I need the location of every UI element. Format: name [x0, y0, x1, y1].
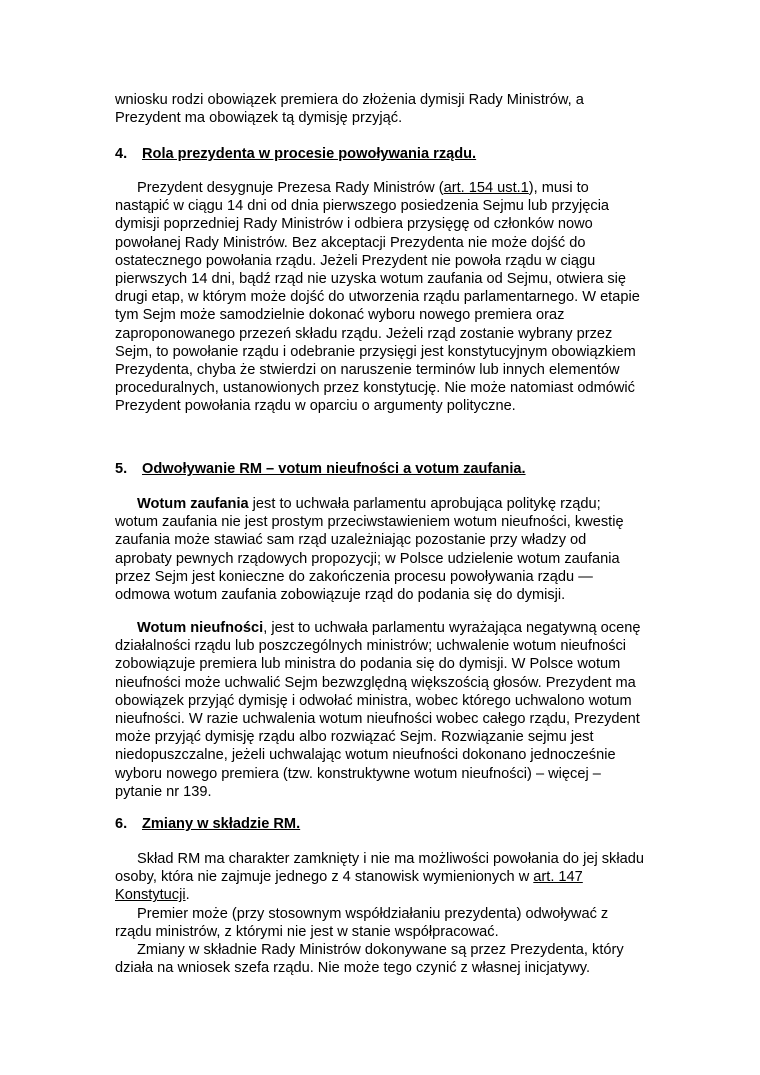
text-run: ), musi to	[528, 180, 589, 196]
text-line: rządu ministrów, z którymi nie jest w stanie współpracować.	[115, 923, 499, 940]
text-line: niedopuszczalne, jeżeli uchwalając wotum nieufności dokonano jednocześnie	[115, 747, 616, 764]
text-line: Premier może (przy stosownym współdziałaniu prezydenta) odwoływać z	[137, 905, 609, 922]
section-5-paragraph-2	[115, 619, 645, 801]
section-title: Zmiany w składzie RM.	[142, 816, 301, 832]
term-bold: Wotum zaufania	[137, 496, 249, 512]
text-line: powołanej Rady Ministrów. Bez akceptacji Prezydenta nie może dojść do	[115, 234, 586, 251]
section-6-paragraphs	[115, 850, 645, 977]
text-line: tym Sejm może samodzielnie dokonać wyboru nowego premiera oraz	[115, 307, 565, 324]
text-line	[115, 886, 645, 904]
section-4-paragraph	[115, 179, 645, 416]
section-5-paragraph-1	[115, 495, 645, 604]
term-bold: Wotum nieufności	[137, 620, 264, 636]
intro-paragraph	[115, 91, 645, 127]
section-number: 6.	[115, 816, 128, 832]
text-line: Prezydent ma obowiązek tą dymisję przyjąć.	[115, 110, 403, 127]
section-6-heading	[115, 815, 645, 833]
text-line	[115, 495, 645, 513]
text-line: aprobaty pewnych rządowych propozycji; w Polsce udzielenie wotum zaufania	[115, 550, 620, 567]
text-line: odmowa wotum zaufania zobowiązuje rząd do podania się do dymisji.	[115, 587, 566, 604]
text-run: osoby, która nie zajmuje jednego z 4 stanowisk wymienionych w	[115, 869, 534, 886]
text-line: nastąpić w ciągu 14 dni od dnia pierwszego posiedzenia Sejmu lub przyjęcia	[115, 198, 610, 215]
text-line: dymisji poprzedniej Rady Ministrów i odbiera przysięgę od członków nowo	[115, 216, 593, 233]
text-line: Skład RM ma charakter zamknięty i nie ma możliwości powołania do jej składu	[137, 851, 644, 867]
text-line: Prezydenta, chyba że stwierdzi on naruszenie terminów lub innych elementów	[115, 362, 620, 379]
section-number: 4.	[115, 146, 128, 162]
text-line: Sejm, to powołanie rządu i odebranie przysięgi jest konstytucyjnym obowiązkiem	[115, 343, 636, 360]
text-line: drugi etap, w którym może dojść do utworzenia rządu parlamentarnego. W etapie	[115, 289, 640, 306]
text-line: zobowiązuje premiera lub ministra do podania się do dymisji. W Polsce wotum	[115, 656, 621, 673]
text-line: przez Sejm jest konieczne do zakończenia procesu powoływania rządu —	[115, 568, 593, 585]
text-line: pierwszych 14 dni, bądź rząd nie uzyska wotum zaufania od Sejmu, otwiera się	[115, 271, 627, 288]
text-line: zaufania może stawiać sam rząd uzależniając pozostanie przy władzy od	[115, 532, 587, 549]
text-line: nieufności może uchwalić Sejm bezwzględną większością głosów. Prezydent ma	[115, 674, 636, 691]
section-5-heading	[115, 460, 645, 478]
text-line: Prezydent powołania rządu w oparciu o argumenty polityczne.	[115, 398, 516, 415]
text-line: wotum zaufania nie jest prostym przeciwstawieniem wotum nieufności, kwestię	[115, 514, 624, 531]
text-line: wniosku rodzi obowiązek premiera do złożenia dymisji Rady Ministrów, a	[115, 92, 584, 108]
text-line: pytanie nr 139.	[115, 783, 212, 800]
text-run: Prezydent desygnuje Prezesa Rady Ministrów (	[137, 180, 444, 196]
section-title: Rola prezydenta w procesie powoływania rządu.	[142, 146, 477, 162]
text-line: działalności rządu lub poszczególnych ministrów; uchwalenie wotum nieufności	[115, 638, 627, 655]
section-title: Odwoływanie RM – votum nieufności a votum zaufania.	[142, 461, 526, 477]
section-4-heading	[115, 145, 645, 163]
text-run: jest to uchwała parlamentu aprobująca politykę rządu;	[248, 496, 601, 512]
article-link[interactable]: art. 154 ust.1	[443, 180, 529, 196]
text-line	[115, 868, 645, 886]
article-link[interactable]: art. 147	[533, 869, 583, 886]
text-line: nieufności. W razie uchwalenia wotum nieufności wobec całego rządu, Prezydent	[115, 711, 640, 728]
text-line: Zmiany w składnie Rady Ministrów dokonywane są przez Prezydenta, który	[137, 942, 624, 959]
text-line: wyboru nowego premiera (tzw. konstruktywne wotum nieufności) – więcej –	[115, 765, 601, 782]
text-line	[115, 179, 645, 197]
constitution-link[interactable]: Konstytucji	[115, 887, 186, 904]
text-line: ostatecznego powołania rządu. Jeżeli Prezydent nie powoła rządu w ciągu	[115, 252, 596, 269]
text-line: zaproponowanego przezeń składu rządu. Jeżeli rząd zostanie wybrany przez	[115, 325, 613, 342]
text-line: może przyjąć dymisję rządu albo rozwiązać Sejm. Rozwiązanie sejmu jest	[115, 729, 594, 746]
text-line: działa na wniosek szefa rządu. Nie może tego czynić z własnej inicjatywy.	[115, 960, 591, 977]
text-line	[115, 619, 645, 637]
text-line: obowiązek przyjąć dymisję i odwołać ministra, wobec którego uchwalono wotum	[115, 692, 632, 709]
text-line: proceduralnych, ustanowionych przez konstytucję. Nie może natomiast odmówić	[115, 380, 635, 397]
text-run: .	[185, 887, 190, 904]
section-number: 5.	[115, 461, 128, 477]
text-run: , jest to uchwała parlamentu wyrażająca negatywną ocenę	[263, 620, 641, 636]
